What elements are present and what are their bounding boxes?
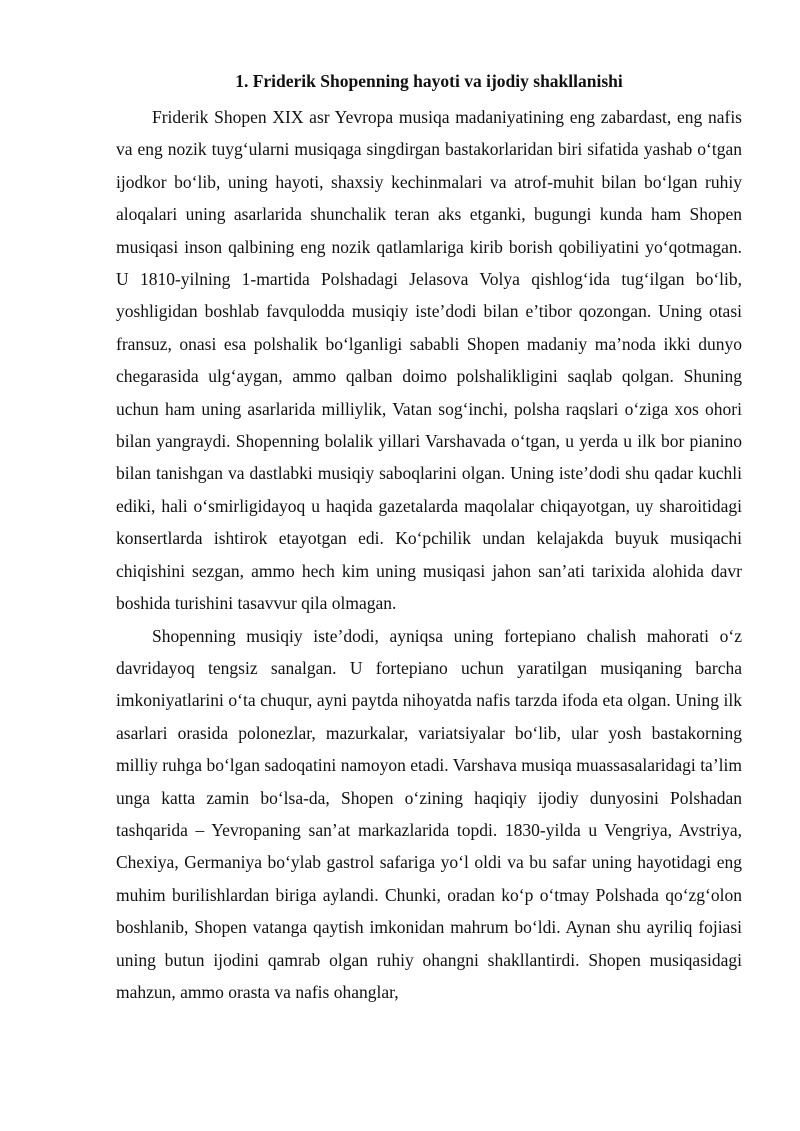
paragraph-2: Shopenning musiqiy iste’dodi, ayniqsa uning fortepiano chalish mahorati o‘z davridayoq tengsiz sanalgan. U fortepiano uchun yaratilgan musiqaning barcha imkoniyatlarini o‘ta chuqur, ayni paytda nihoyatda nafis tarzda ifoda eta olgan. Uning ilk asarlari orasida polonezlar, mazurkalar, variatsiyalar bo‘lib, ular yosh bastakorning milliy ruhga bo‘lgan sadoqatini namoyon etadi. Varshava musiqa muassasalaridagi ta’lim unga katta zamin bo‘lsa-da, Shopen o‘zining haqiqiy ijodiy dunyosini Polshadan tashqarida – Yevropaning san’at markazlarida topdi. 1830-yilda u Vengriya, Avstriya, Chexiya, Germaniya bo‘ylab gastrol safariga yo‘l oldi va bu safar uning hayotidagi eng muhim burilishlardan biriga aylandi. Chunki, oradan ko‘p o‘tmay Polshada qo‘zg‘olon boshlanib, Shopen vatanga qaytish imkonidan mahrum bo‘ldi. Aynan shu ayriliq fojiasi uning butun ijodini qamrab olgan ruhiy ohangni shakllantirdi. Shopen musiqasidagi mahzun, ammo orasta va nafis ohanglar, [116,625,742,1002]
paragraph-1: Friderik Shopen XIX asr Yevropa musiqa madaniyatining eng zabardast, eng nafis va eng nozik tuyg‘ularni musiqaga singdirgan bastakorlaridan biri sifatida yashab o‘tgan ijodkor bo‘lib, uning hayoti, shaxsiy kechinmalari va atrof-muhit bilan bo‘lgan ruhiy aloqalari uning asarlarida shunchalik teran aks etganki, bugungi kunda ham Shopen musiqasi inson qalbining eng nozik qatlamlariga kirib borish qobiliyatini yo‘qotmagan. U 1810-yilning 1-martida Polshadagi Jelasova Volya qishlog‘ida tug‘ilgan bo‘lib, yoshligidan boshlab favqulodda musiqiy iste’dodi bilan e’tibor qozongan. Uning otasi fransuz, onasi esa polshalik bo‘lganligi sababli Shopen madaniy ma’noda ikki dunyo chegarasida ulg‘aygan, ammo qalban doimo polshalikligini saqlab qolgan. Shuning uchun ham uning asarlarida milliylik, Vatan sog‘inchi, polsha raqslari o‘ziga xos ohori bilan yangraydi. Shopenning bolalik yillari Varshavada o‘tgan, u yerda u ilk bor pianino bilan tanishgan va dastlabki musiqiy saboqlarini olgan. Uning iste’dodi shu qadar kuchli ediki, hali o‘smirligidayoq u haqida gazetalarda maqolalar chiqayotgan, uy sharoitidagi konsertlarda ishtirok etayotgan edi. Ko‘pchilik undan kelajakda buyuk musiqachi chiqishini sezgan, ammo hech kim uning musiqasi jahon san’ati tarixida alohida davr boshida turishini tasavvur qila olmagan. [116,107,742,614]
section-heading: 1. Friderik Shopenning hayoti va ijodiy shakllanishi [235,71,623,91]
